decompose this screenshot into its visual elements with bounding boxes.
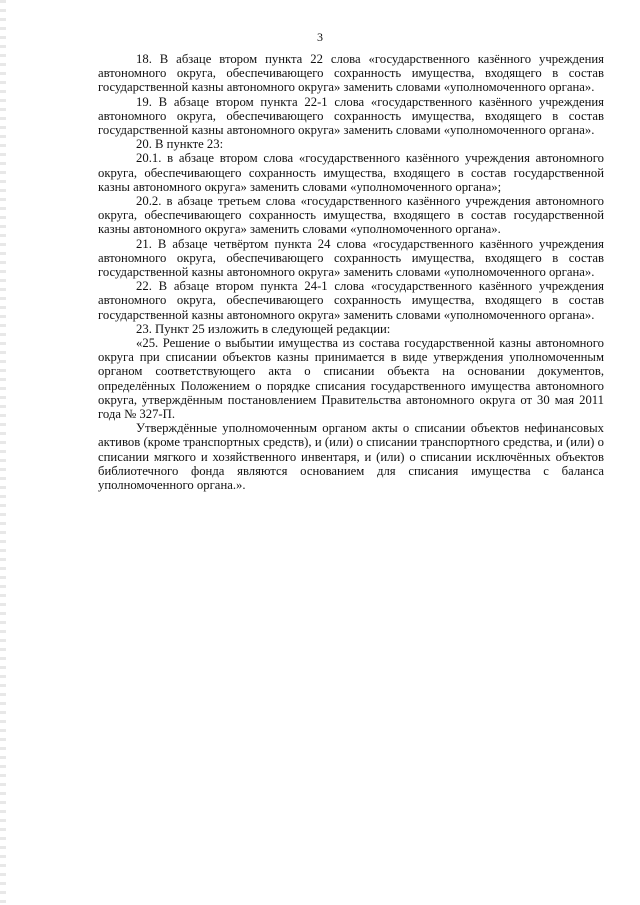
paragraph-23: 23. Пункт 25 изложить в следующей редакции: xyxy=(136,321,391,336)
paragraph-18: 18. В абзаце втором пункта 22 слова «государственного казённого учреждения автономного округа, обеспечивающего сохранность имущества, входящего в состав государственной казны автономного округа» заменить словами «уполномоченного органа». xyxy=(98,52,604,95)
paragraph-20: 20. В пункте 23: xyxy=(136,137,224,152)
paragraph-19: 19. В абзаце втором пункта 22-1 слова «государственного казённого учреждения автономного округа, обеспечивающего сохранность имущества, входящего в состав государственной казны автономного округа» заменить словами «уполномоченного органа». xyxy=(98,94,604,138)
paragraph-20-1: 20.1. в абзаце втором слова «государственного казённого учреждения автономного округа, обеспечивающего сохранность имущества, входящего в состав государственной казны автономного округа» заменить словами «уполномоченного органа»; xyxy=(98,151,604,194)
scan-margin-artifact xyxy=(0,0,6,905)
paragraph-quoted-25: «25. Решение о выбытии имущества из состава государственной казны автономного округа при списании объектов казны принимается в виде утверждения уполномоченным органом соответствующего акта о списании объекта на основании документов, определённых Положением о порядке списания государственного имущества автономного округа, утверждённым постановлением Правительства автономного округа от 30 мая 2011 года № 327-П. xyxy=(98,336,604,422)
document-body xyxy=(98,52,604,492)
paragraph-20-2: 20.2. в абзаце третьем слова «государственного казённого учреждения автономного округа, обеспечивающего сохранность имущества, входящего в состав государственной казны автономного округа» заменить словами «уполномоченного органа». xyxy=(98,194,604,237)
paragraph-22: 22. В абзаце втором пункта 24-1 слова «государственного казённого учреждения автономного округа, обеспечивающего сохранность имущества, входящего в состав государственной казны автономного округа» заменить словами «уполномоченного органа». xyxy=(98,279,604,322)
paragraph-21: 21. В абзаце четвёртом пункта 24 слова «государственного казённого учреждения автономного округа, обеспечивающего сохранность имущества, входящего в состав государственной казны автономного округа» заменить словами «уполномоченного органа». xyxy=(98,236,604,280)
page-number: 3 xyxy=(317,30,323,44)
paragraph-quoted-25-second: Утверждённые уполномоченным органом акты о списании объектов нефинансовых активов (кроме транспортных средств), и (или) о списании транспортного средства, и (или) о списании мягкого и хозяйственного инвентаря, и (или) о списании исключённых объектов библиотечного фонда являются основанием для списания имущества с баланса уполномоченного органа.». xyxy=(98,421,604,493)
